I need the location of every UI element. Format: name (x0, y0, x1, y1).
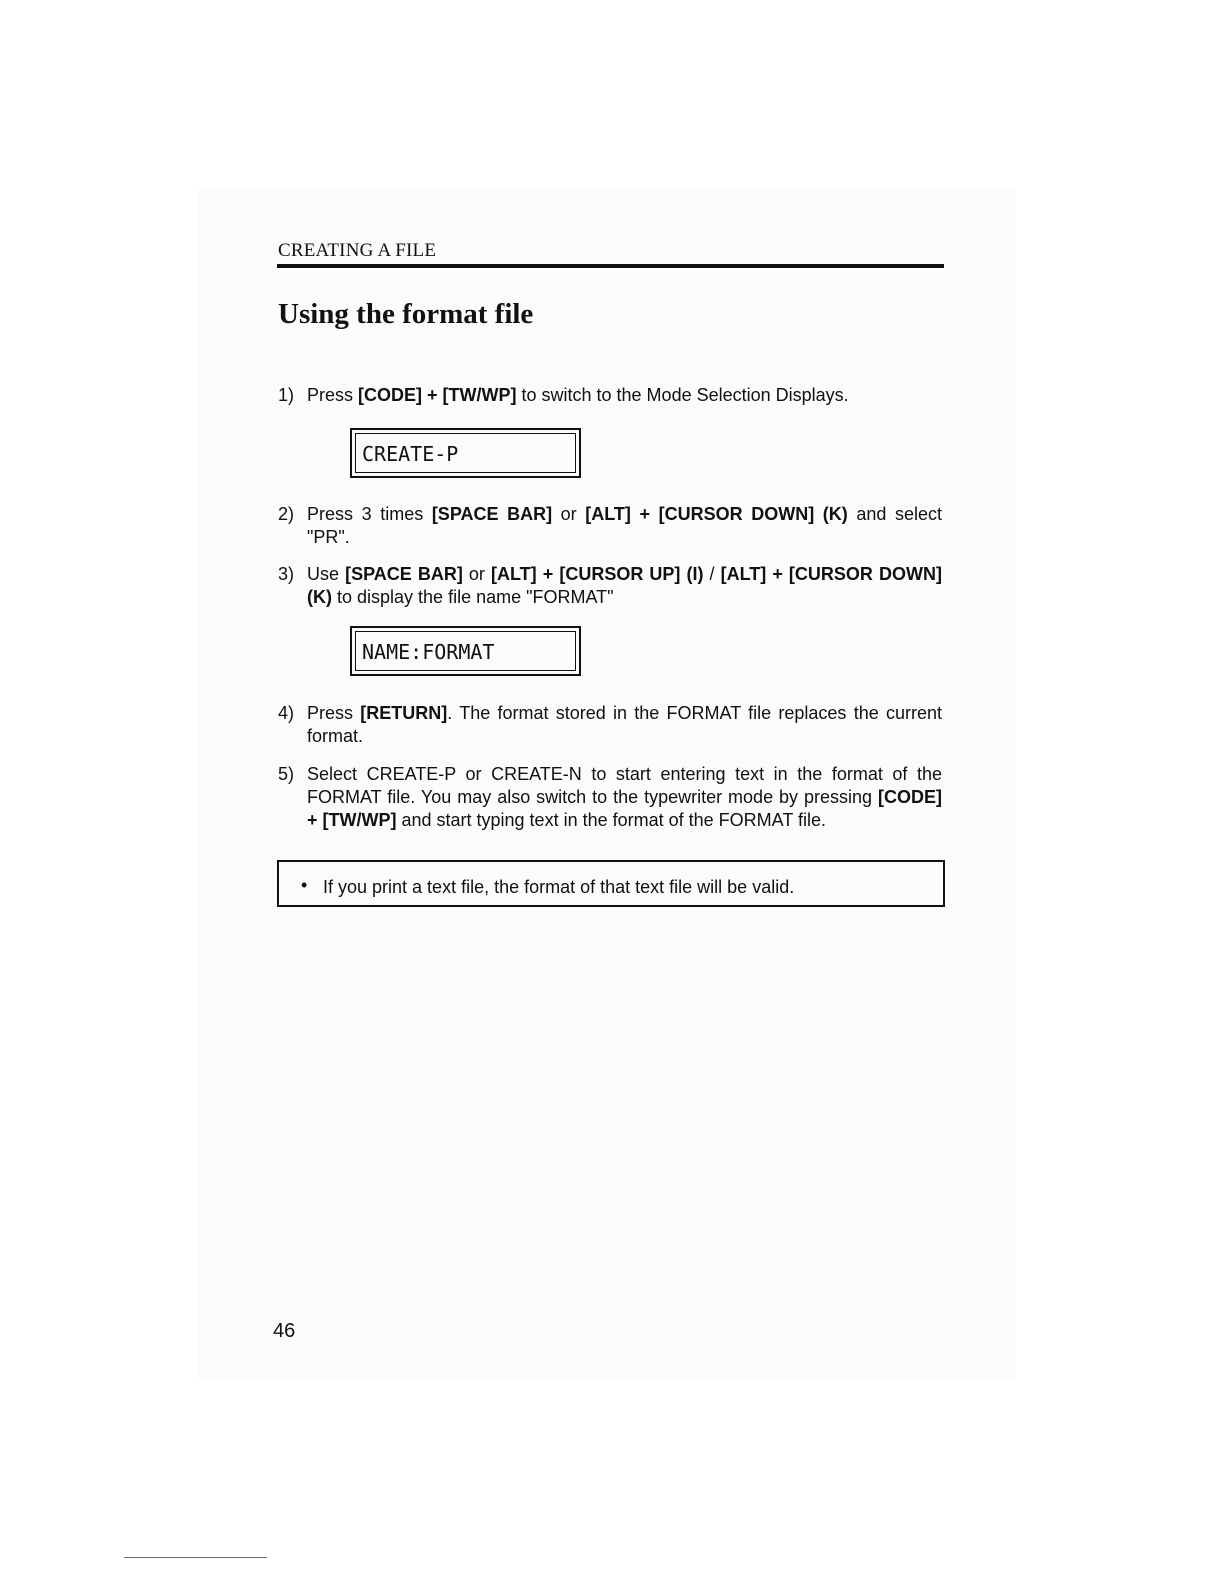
page-number: 46 (273, 1320, 296, 1342)
text-run: and start typing text in the format of the FORMAT file. (396, 810, 826, 830)
step-text (307, 563, 942, 609)
lcd-display-create-p (350, 428, 581, 478)
note-text: If you print a text file, the format of that text file will be valid. (323, 877, 795, 897)
key-combo: [SPACE BAR] (431, 504, 553, 524)
section-header: CREATING A FILE (278, 240, 437, 261)
text-run: to display the file name "FORMAT" (332, 587, 614, 607)
step-number: 3) (278, 564, 295, 584)
step-number: 2) (278, 504, 295, 524)
note-box (277, 860, 945, 907)
text-run: . The format stored in the FORMAT file replaces the current format. (307, 703, 942, 746)
step-3 (278, 563, 942, 609)
lcd-display-name-format (350, 626, 581, 676)
text-run: Press (307, 703, 361, 723)
key-combo: [CODE] + [TW/WP] (358, 385, 517, 405)
key-combo: [ALT] + [CURSOR DOWN] (K) (307, 564, 942, 607)
step-1 (278, 384, 942, 407)
text-run: / (703, 564, 721, 584)
text-run: or (462, 564, 492, 584)
header-rule (277, 264, 944, 268)
bullet-icon: • (301, 875, 308, 895)
key-combo: [ALT] + [CURSOR DOWN] (K) (585, 504, 848, 524)
text-run: Use (307, 564, 346, 584)
key-combo: [SPACE BAR] (345, 564, 463, 584)
step-4 (278, 702, 942, 748)
key-combo: [CODE] + [TW/WP] (307, 787, 942, 830)
key-combo: [ALT] + [CURSOR UP] (I) (491, 564, 704, 584)
page-title: Using the format file (278, 298, 534, 330)
text-run: Select CREATE-P or CREATE-N to start entering text in the format of the FORMAT file. You may also switch to the typewriter mode by pressing (307, 764, 942, 807)
text-run: or (552, 504, 586, 524)
text-run: and select "PR". (307, 504, 943, 547)
step-number: 5) (278, 764, 295, 784)
step-text (307, 503, 942, 549)
bottom-divider (124, 1557, 267, 1558)
step-5 (278, 763, 942, 832)
text-run: to switch to the Mode Selection Displays. (516, 385, 849, 405)
step-2 (278, 503, 942, 549)
lcd-text: CREATE-P (362, 442, 459, 466)
step-number: 4) (278, 703, 295, 723)
step-text (307, 702, 942, 748)
text-run: Press 3 times (307, 504, 432, 524)
step-text (307, 384, 942, 407)
text-run: Press (307, 385, 359, 405)
key-combo: [RETURN] (360, 703, 448, 723)
step-number: 1) (278, 385, 295, 405)
step-text (307, 763, 942, 832)
lcd-text: NAME:FORMAT (362, 640, 495, 664)
